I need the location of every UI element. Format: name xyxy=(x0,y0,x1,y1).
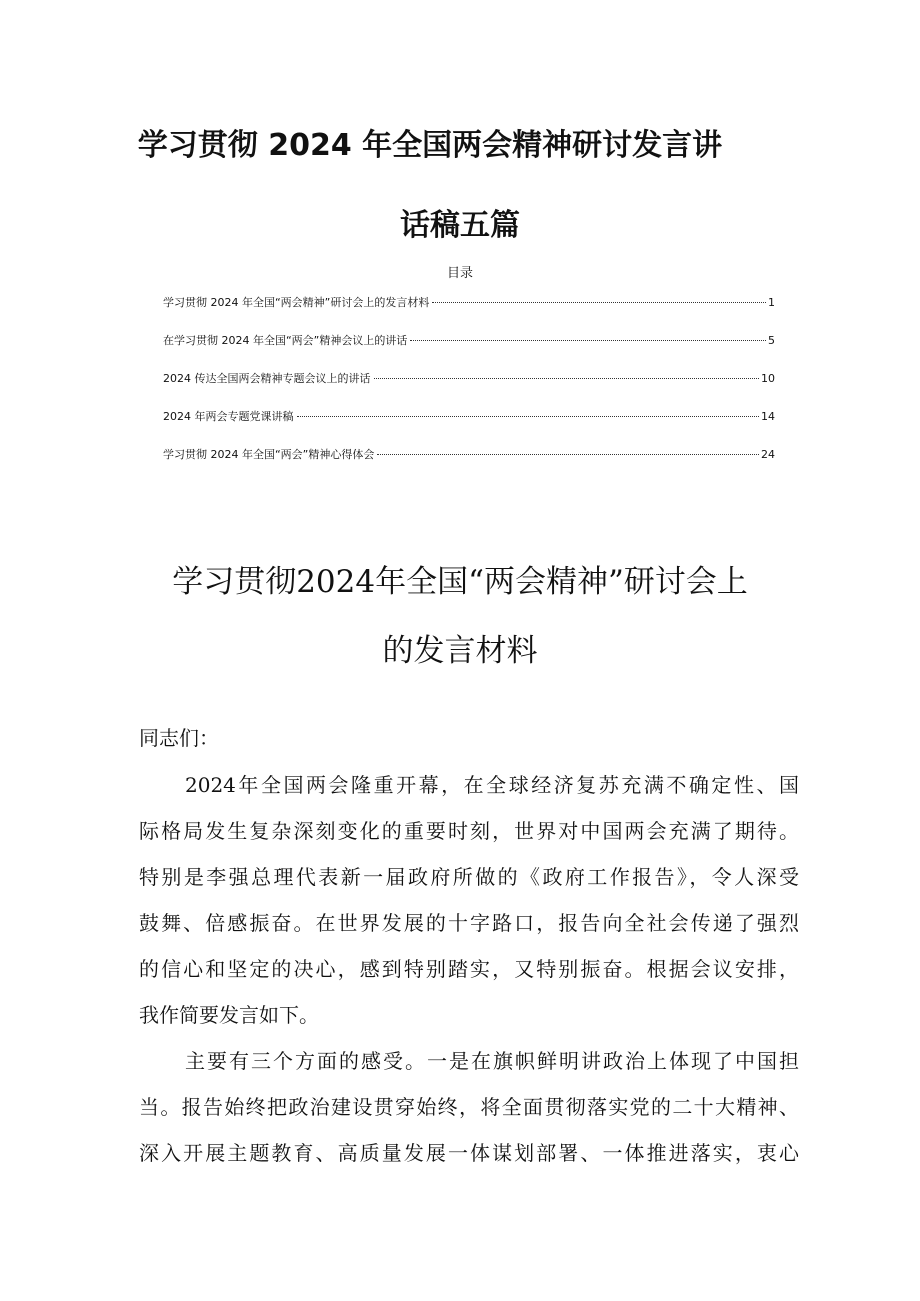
salutation: 同志们： xyxy=(139,726,219,750)
section-title-line-2: 的发言材料 xyxy=(382,633,538,669)
document-title-line-2: 话稿五篇 xyxy=(400,208,520,243)
toc-entry[interactable] xyxy=(163,294,775,332)
toc-entry-page: 10 xyxy=(761,372,775,385)
toc-heading: 目录 xyxy=(446,266,473,281)
paragraph-line: 我作简要发言如下。 xyxy=(139,1003,319,1027)
toc-entry[interactable] xyxy=(163,332,775,370)
paragraph-line: 际格局发生复杂深刻变化的重要时刻，世界对中国两会充满了期待。 xyxy=(139,819,799,843)
toc-entry[interactable] xyxy=(163,446,775,484)
toc-dot-leader xyxy=(297,416,760,417)
paragraph-line: 深入开展主题教育、高质量发展一体谋划部署、一体推进落实，衷心 xyxy=(139,1141,799,1165)
paragraph-line: 2024年全国两会隆重开幕，在全球经济复苏充满不确定性、国 xyxy=(185,773,799,797)
toc-dot-leader xyxy=(374,378,760,379)
toc-entry-title: 在学习贯彻 2024 年全国“两会”精神会议上的讲话 xyxy=(163,334,408,347)
toc-dot-leader xyxy=(377,454,759,455)
toc-entry[interactable] xyxy=(163,370,775,408)
toc-entry-title: 2024 传达全国两会精神专题会议上的讲话 xyxy=(163,372,371,385)
toc-dot-leader xyxy=(410,340,766,341)
toc-entry-page: 14 xyxy=(761,410,775,423)
toc-entry-page: 24 xyxy=(761,448,775,461)
section-title-line-1: 学习贯彻2024年全国“两会精神”研讨会上 xyxy=(172,564,748,600)
toc-dot-leader xyxy=(432,302,766,303)
paragraph-line: 的信心和坚定的决心，感到特别踏实，又特别振奋。根据会议安排， xyxy=(139,957,799,981)
paragraph-line: 主要有三个方面的感受。一是在旗帜鲜明讲政治上体现了中国担 xyxy=(185,1049,799,1073)
toc-entry-page: 1 xyxy=(768,296,775,309)
toc-entry-title: 学习贯彻 2024 年全国“两会精神”研讨会上的发言材料 xyxy=(163,296,430,309)
toc-entry-page: 5 xyxy=(768,334,775,347)
paragraph-line: 当。报告始终把政治建设贯穿始终，将全面贯彻落实党的二十大精神、 xyxy=(139,1095,799,1119)
paragraph-line: 鼓舞、倍感振奋。在世界发展的十字路口，报告向全社会传递了强烈 xyxy=(139,911,799,935)
toc-entry-title: 2024 年两会专题党课讲稿 xyxy=(163,410,294,423)
table-of-contents xyxy=(163,294,775,484)
toc-entry[interactable] xyxy=(163,408,775,446)
paragraph-line: 特别是李强总理代表新一届政府所做的《政府工作报告》，令人深受 xyxy=(139,865,799,889)
toc-entry-title: 学习贯彻 2024 年全国“两会”精神心得体会 xyxy=(163,448,375,461)
document-title-line-1: 学习贯彻 2024 年全国两会精神研讨发言讲 xyxy=(137,128,723,163)
